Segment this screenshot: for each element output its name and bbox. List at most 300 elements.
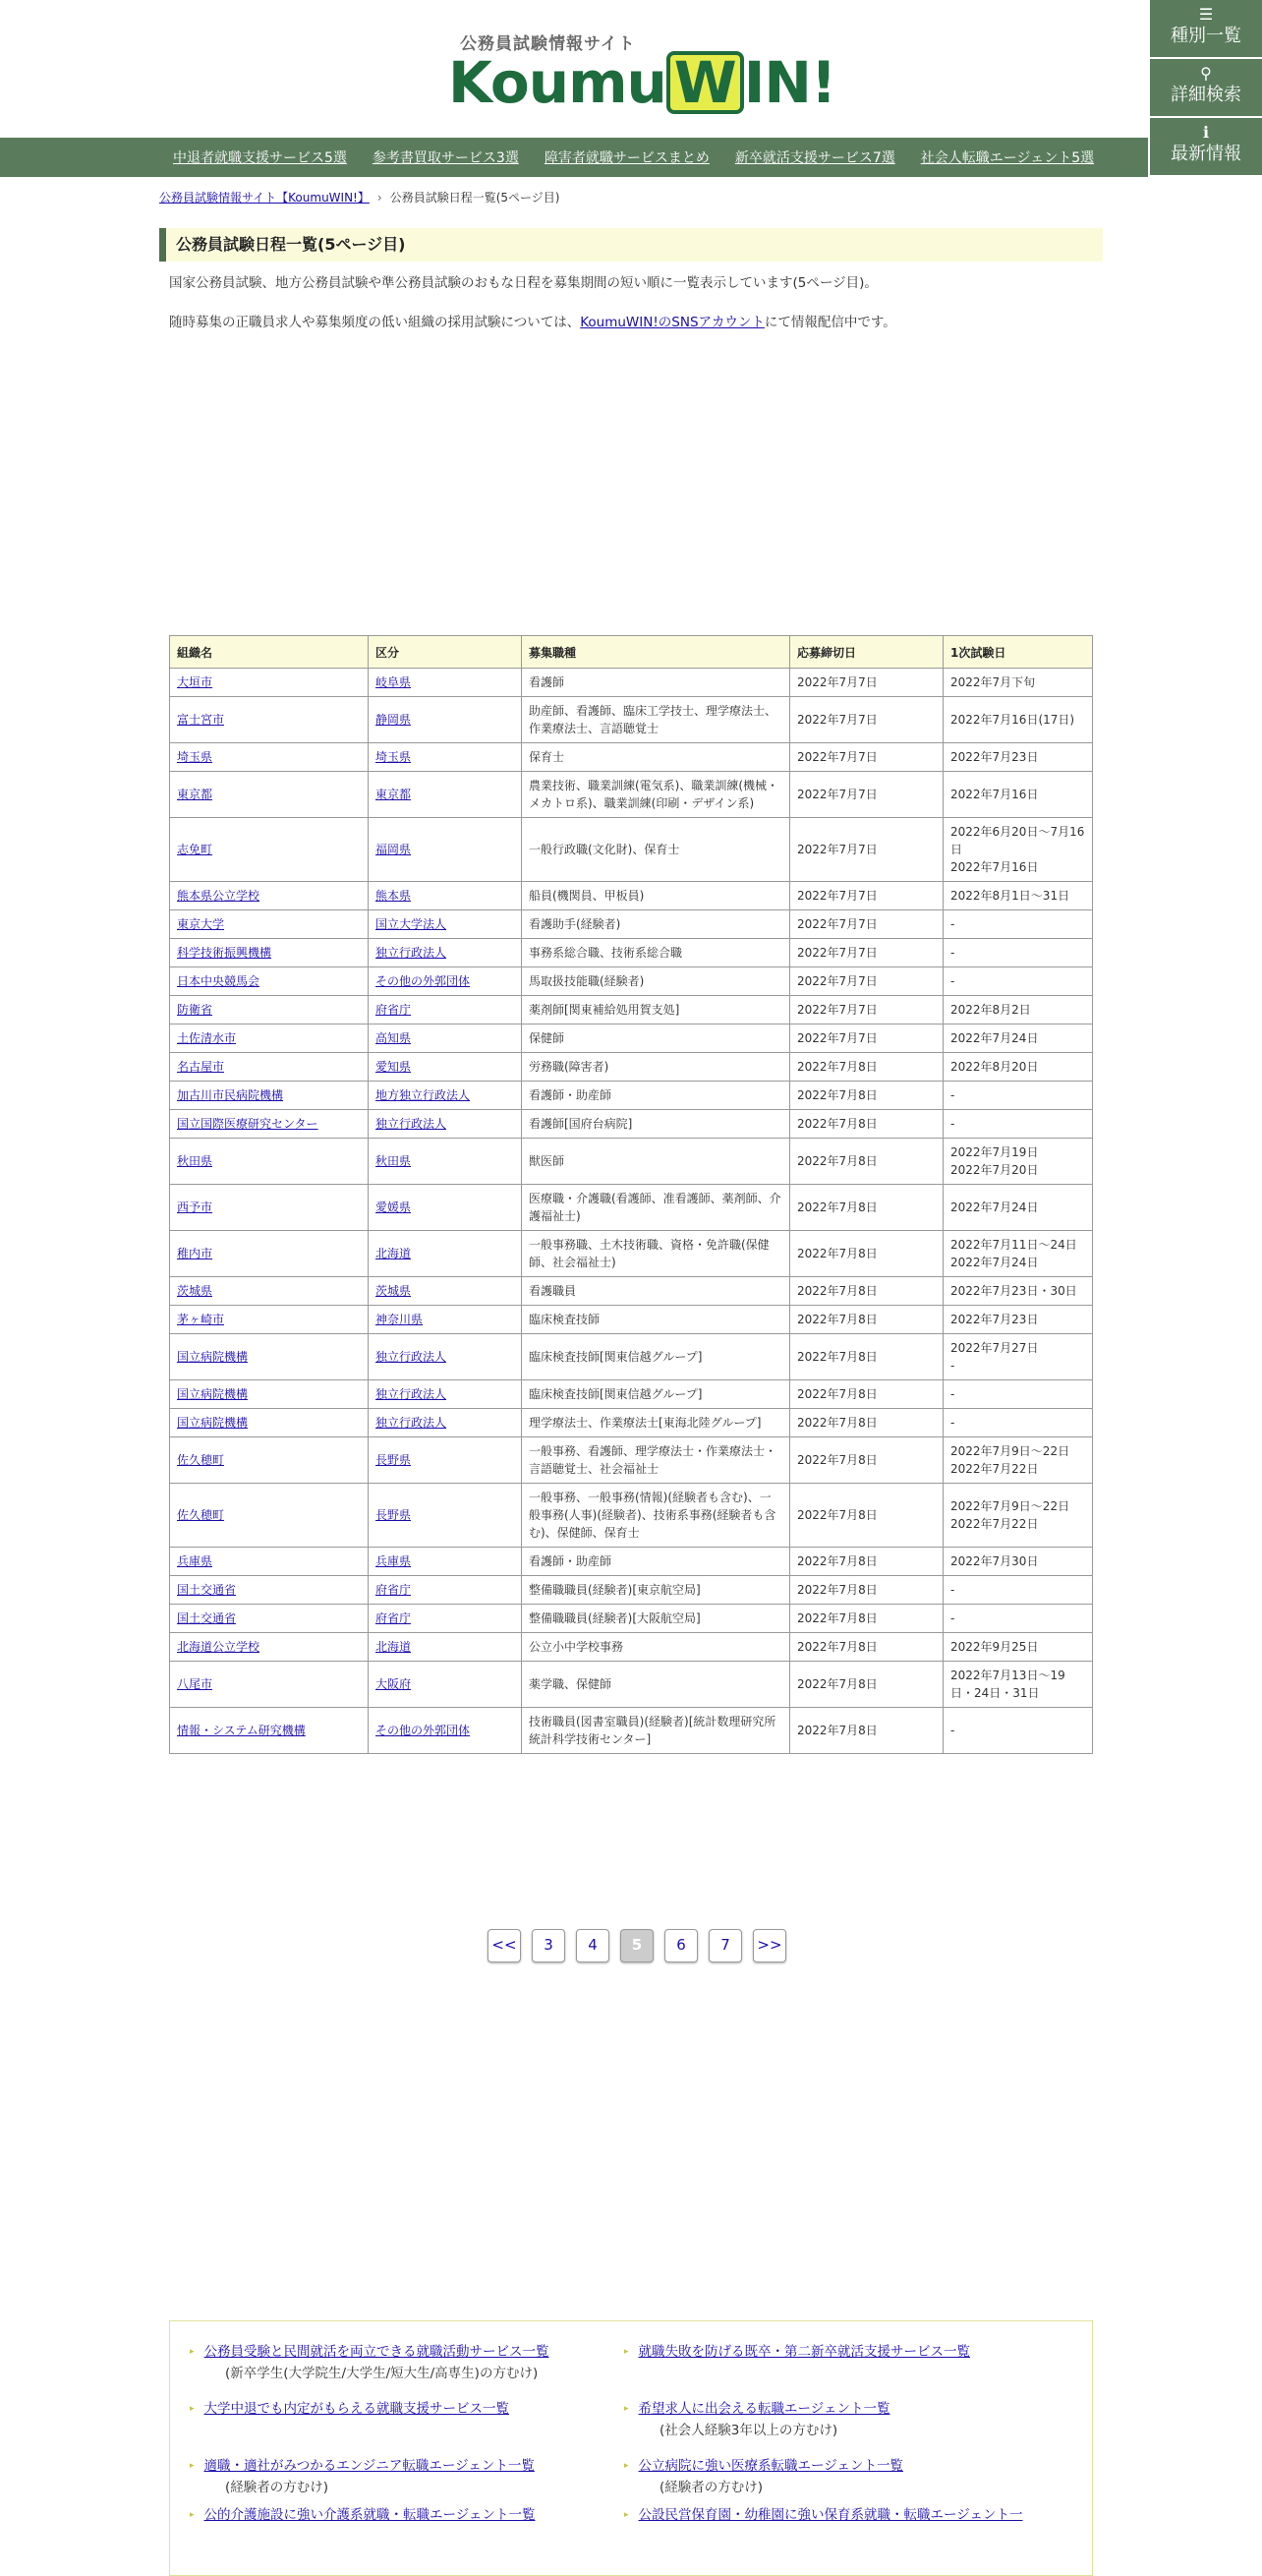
related-link[interactable]: 就職失敗を防げる既卒・第二新卒就活支援サービス一覧 [638, 2344, 971, 2360]
org-cell-link[interactable]: 加古川市民病院機構 [177, 1088, 284, 1102]
table-row [170, 1053, 1093, 1082]
category-cell-link[interactable]: 独立行政法人 [375, 1350, 447, 1364]
job-cell: 臨床検査技師[関東信越グループ] [522, 1380, 790, 1409]
pager-page-4[interactable]: 4 [576, 1929, 609, 1962]
related-link[interactable]: 公設民営保育園・幼稚園に強い保育系就職・転職エージェント一 [638, 2507, 1023, 2523]
breadcrumb-home[interactable]: 公務員試験情報サイト【KoumuWIN!】 [159, 191, 370, 205]
deadline-cell: 2022年7月8日 [790, 1334, 944, 1380]
pager-last[interactable]: >> [753, 1929, 786, 1962]
page-title: 公務員試験日程一覧(5ページ目) [159, 228, 1103, 262]
detailed-search-button[interactable] [1148, 59, 1262, 118]
deadline-cell: 2022年7月8日 [790, 1409, 944, 1437]
org-cell-link[interactable]: 西予市 [177, 1200, 213, 1214]
table-row [170, 882, 1093, 910]
category-cell[interactable] [369, 1139, 522, 1185]
org-cell[interactable] [170, 1633, 369, 1662]
org-cell-link[interactable]: 大垣市 [177, 675, 213, 689]
logo-wordmark-suffix: IN! [743, 49, 836, 116]
deadline-cell: 2022年7月7日 [790, 910, 944, 939]
detailed-search-label: 詳細検索 [1171, 85, 1241, 105]
job-cell: 一般行政職(文化財)、保育士 [522, 818, 790, 882]
org-cell[interactable] [170, 743, 369, 772]
related-link-note: (社会人経験3年以上の方むけ) [660, 2423, 838, 2438]
exam-date-cell: - [944, 1605, 1093, 1633]
table-row [170, 1185, 1093, 1231]
exam-schedule-table [169, 635, 1093, 1754]
related-link-item [624, 2504, 1023, 2526]
table-row [170, 967, 1093, 996]
category-cell[interactable] [369, 1306, 522, 1334]
job-cell: 看護師 [522, 669, 790, 697]
col-header-job: 募集職種 [522, 636, 790, 669]
org-cell[interactable] [170, 910, 369, 939]
category-cell[interactable] [369, 1053, 522, 1082]
org-cell[interactable] [170, 1306, 369, 1334]
category-cell[interactable] [369, 910, 522, 939]
org-cell-link[interactable]: 北海道公立学校 [177, 1640, 260, 1654]
category-cell-link[interactable]: 北海道 [375, 1640, 412, 1654]
category-cell[interactable] [369, 1277, 522, 1306]
job-cell: 技術職員(図書室職員)(経験者)[統計数理研究所統計科学技術センター] [522, 1708, 790, 1754]
exam-date-cell: 2022年7月19日 2022年7月20日 [944, 1139, 1093, 1185]
category-cell[interactable] [369, 939, 522, 967]
exam-date-cell: - [944, 967, 1093, 996]
org-cell[interactable] [170, 1662, 369, 1708]
deadline-cell: 2022年7月7日 [790, 697, 944, 743]
related-link[interactable]: 大学中退でも内定がもらえる就職支援サービス一覧 [203, 2401, 510, 2417]
org-cell-link[interactable]: 秋田県 [177, 1154, 213, 1168]
org-cell[interactable] [170, 882, 369, 910]
bullet-triangle-icon: ▸ [190, 2404, 195, 2414]
table-row [170, 939, 1093, 967]
related-link[interactable]: 公立病院に強い医療系転職エージェント一覧 [638, 2458, 903, 2474]
deadline-cell: 2022年7月8日 [790, 1662, 944, 1708]
sns-account-link[interactable]: KoumuWIN!のSNSアカウント [580, 315, 765, 330]
deadline-cell: 2022年7月7日 [790, 818, 944, 882]
category-cell-link[interactable]: 岐阜県 [375, 675, 412, 689]
deadline-cell: 2022年7月8日 [790, 1082, 944, 1110]
deadline-cell: 2022年7月8日 [790, 1185, 944, 1231]
nav-link-newgrad[interactable]: 新卒就活支援サービス7選 [734, 150, 895, 166]
table-row [170, 669, 1093, 697]
nav-link-dropout[interactable]: 中退者就職支援サービス5選 [173, 150, 347, 166]
table-row [170, 1110, 1093, 1139]
nav-link-career[interactable]: 社会人転職エージェント5選 [920, 150, 1095, 166]
org-cell[interactable] [170, 697, 369, 743]
job-cell: 整備職職員(経験者)[大阪航空局] [522, 1605, 790, 1633]
job-cell: 保健師 [522, 1025, 790, 1053]
category-cell-link[interactable]: 静岡県 [375, 713, 412, 727]
category-cell-link[interactable]: 愛知県 [375, 1060, 412, 1074]
table-row [170, 1409, 1093, 1437]
category-cell-link[interactable]: 愛媛県 [375, 1200, 412, 1214]
related-link-item [190, 2398, 509, 2420]
bullet-triangle-icon: ▸ [190, 2461, 195, 2471]
global-nav [0, 138, 1262, 177]
category-cell-link[interactable]: 長野県 [375, 1508, 412, 1522]
org-cell[interactable] [170, 1334, 369, 1380]
job-cell: 農業技術、職業訓練(電気系)、職業訓練(機械・メカトロ系)、職業訓練(印刷・デザイン系) [522, 772, 790, 818]
col-header-category: 区分 [369, 636, 522, 669]
category-cell[interactable] [369, 967, 522, 996]
category-cell[interactable] [369, 1025, 522, 1053]
table-row [170, 1548, 1093, 1576]
related-link[interactable]: 公務員受験と民間就活を両立できる就職活動サービス一覧 [203, 2344, 549, 2360]
job-cell: 整備職職員(経験者)[東京航空局] [522, 1576, 790, 1605]
table-body [170, 669, 1093, 1754]
exam-date-cell: - [944, 1380, 1093, 1409]
org-cell[interactable] [170, 1053, 369, 1082]
table-row [170, 818, 1093, 882]
category-cell[interactable] [369, 743, 522, 772]
deadline-cell: 2022年7月8日 [790, 1548, 944, 1576]
related-link[interactable]: 適職・適社がみつかるエンジニア転職エージェント一覧 [203, 2458, 535, 2474]
org-cell-link[interactable]: 国土交通省 [177, 1611, 237, 1625]
bullet-triangle-icon: ▸ [624, 2404, 629, 2414]
bullet-triangle-icon: ▸ [624, 2461, 629, 2471]
deadline-cell: 2022年7月8日 [790, 1053, 944, 1082]
job-cell: 獣医師 [522, 1139, 790, 1185]
table-row [170, 1576, 1093, 1605]
pagination [488, 1929, 797, 1962]
category-cell[interactable] [369, 1231, 522, 1277]
related-link-item [624, 2341, 970, 2363]
org-cell-link[interactable]: 埼玉県 [177, 750, 213, 764]
table-row [170, 1231, 1093, 1277]
table-row [170, 743, 1093, 772]
job-cell: 一般事務、一般事務(情報)(経験者も含む)、一般事務(人事)(経験者)、技術系事務(経験者も含む)、保健師、保育士 [522, 1484, 790, 1548]
deadline-cell: 2022年7月8日 [790, 1380, 944, 1409]
col-header-deadline: 応募締切日 [790, 636, 944, 669]
exam-date-cell: 2022年7月13日～19日・24日・31日 [944, 1662, 1093, 1708]
breadcrumb-separator: › [376, 191, 382, 205]
org-cell-link[interactable]: 佐久穂町 [177, 1453, 225, 1467]
table-row [170, 1437, 1093, 1484]
exam-date-cell: - [944, 1576, 1093, 1605]
org-cell-link[interactable]: 防衛省 [177, 1003, 213, 1017]
category-cell[interactable] [369, 669, 522, 697]
org-cell-link[interactable]: 稚内市 [177, 1247, 213, 1260]
org-cell[interactable] [170, 1576, 369, 1605]
category-cell[interactable] [369, 1484, 522, 1548]
org-cell-link[interactable]: 東京大学 [177, 917, 225, 931]
latest-info-button[interactable] [1148, 118, 1262, 177]
category-cell-link[interactable]: 茨城県 [375, 1284, 412, 1298]
table-row [170, 697, 1093, 743]
exam-date-cell: - [944, 910, 1093, 939]
category-cell-link[interactable]: 国立大学法人 [375, 917, 447, 931]
breadcrumb-current: 公務員試験日程一覧(5ページ目) [389, 191, 560, 205]
category-cell-link[interactable]: 大阪府 [375, 1677, 412, 1691]
related-link-note: (新卒学生(大学院生/大学生/短大生/高専生)の方むけ) [225, 2366, 539, 2381]
job-cell: 一般事務、看護師、理学療法士・作業療法士・言語聴覚士、社会福祉士 [522, 1437, 790, 1484]
job-cell: 保育士 [522, 743, 790, 772]
info-icon: ℹ [1202, 123, 1210, 142]
exam-date-cell: 2022年7月9日～22日 2022年7月22日 [944, 1437, 1093, 1484]
category-cell-link[interactable]: 独立行政法人 [375, 946, 447, 960]
category-cell[interactable] [369, 1437, 522, 1484]
category-cell-link[interactable]: 秋田県 [375, 1154, 412, 1168]
category-cell-link[interactable]: 府省庁 [375, 1583, 412, 1597]
exam-date-cell: - [944, 1409, 1093, 1437]
related-link-item [624, 2398, 890, 2441]
category-cell-link[interactable]: 埼玉県 [375, 750, 412, 764]
org-cell-link[interactable]: 国立病院機構 [177, 1387, 249, 1401]
intro-paragraph-1: 国家公務員試験、地方公務員試験や準公務員試験のおもな日程を募集期間の短い順に一覧表示しています(5ページ目)。 [169, 275, 878, 291]
exam-date-cell: 2022年7月24日 [944, 1185, 1093, 1231]
table-row [170, 1277, 1093, 1306]
deadline-cell: 2022年7月8日 [790, 1306, 944, 1334]
job-cell: 事務系総合職、技術系総合職 [522, 939, 790, 967]
exam-date-cell: 2022年7月16日(17日) [944, 697, 1093, 743]
deadline-cell: 2022年7月8日 [790, 1633, 944, 1662]
exam-date-cell: 2022年7月23日 [944, 1306, 1093, 1334]
category-cell[interactable] [369, 1576, 522, 1605]
org-cell[interactable] [170, 1139, 369, 1185]
deadline-cell: 2022年7月8日 [790, 1231, 944, 1277]
org-cell-link[interactable]: 茨城県 [177, 1284, 213, 1298]
site-header [0, 0, 1262, 138]
org-cell[interactable] [170, 1484, 369, 1548]
related-link-item [190, 2455, 535, 2498]
nav-link-disability[interactable]: 障害者就職サービスまとめ [544, 150, 710, 166]
job-cell: 看護職員 [522, 1277, 790, 1306]
org-cell[interactable] [170, 818, 369, 882]
exam-date-cell: 2022年9月25日 [944, 1633, 1093, 1662]
related-link[interactable]: 希望求人に出会える転職エージェント一覧 [638, 2401, 890, 2417]
category-cell[interactable] [369, 882, 522, 910]
org-cell[interactable] [170, 1708, 369, 1754]
deadline-cell: 2022年7月7日 [790, 669, 944, 697]
category-cell-link[interactable]: 独立行政法人 [375, 1387, 447, 1401]
org-cell-link[interactable]: 八尾市 [177, 1677, 213, 1691]
org-cell[interactable] [170, 1437, 369, 1484]
org-cell[interactable] [170, 967, 369, 996]
nav-link-books[interactable]: 参考書買取サービス3選 [372, 150, 519, 166]
exam-date-cell: 2022年6月20日〜7月16日 2022年7月16日 [944, 818, 1093, 882]
org-cell-link[interactable]: 熊本県公立学校 [177, 889, 260, 903]
category-cell-link[interactable]: 独立行政法人 [375, 1416, 447, 1430]
job-cell: 公立小中学校事務 [522, 1633, 790, 1662]
deadline-cell: 2022年7月8日 [790, 1139, 944, 1185]
latest-info-label: 最新情報 [1171, 144, 1241, 164]
bullet-triangle-icon: ▸ [624, 2347, 629, 2357]
col-header-exam-date: 1次試験日 [944, 636, 1093, 669]
logo-wordmark-prefix: Koumu [448, 49, 666, 116]
logo-wordmark-w: W [666, 51, 744, 114]
breadcrumb [159, 189, 559, 205]
menu-icon: ☰ [1198, 5, 1214, 24]
category-cell-link[interactable]: 府省庁 [375, 1003, 412, 1017]
org-cell-link[interactable]: 東京都 [177, 788, 213, 801]
related-links-box [169, 2320, 1093, 2576]
exam-date-cell: 2022年8月2日 [944, 996, 1093, 1025]
bullet-triangle-icon: ▸ [190, 2347, 195, 2357]
exam-date-cell: 2022年8月1日～31日 [944, 882, 1093, 910]
related-link-item [190, 2341, 549, 2384]
table-row [170, 1380, 1093, 1409]
table-row [170, 1082, 1093, 1110]
org-cell-link[interactable]: 志免町 [177, 843, 213, 856]
exam-date-cell: 2022年7月16日 [944, 772, 1093, 818]
org-cell-link[interactable]: 科学技術振興機構 [177, 946, 272, 960]
exam-date-cell: 2022年7月23日 [944, 743, 1093, 772]
table-row [170, 1662, 1093, 1708]
job-cell: 理学療法士、作業療法士[東海北陸グループ] [522, 1409, 790, 1437]
category-cell-link[interactable]: その他の外郭団体 [375, 1724, 471, 1737]
org-cell-link[interactable]: 茅ヶ崎市 [177, 1313, 225, 1326]
org-cell-link[interactable]: 国立病院機構 [177, 1416, 249, 1430]
related-link-note: (経験者の方むけ) [660, 2480, 764, 2495]
org-cell-link[interactable]: 富士宮市 [177, 713, 225, 727]
category-cell[interactable] [369, 1548, 522, 1576]
org-cell[interactable] [170, 996, 369, 1025]
exam-date-cell: 2022年7月24日 [944, 1025, 1093, 1053]
category-cell[interactable] [369, 1334, 522, 1380]
category-cell[interactable] [369, 697, 522, 743]
exam-date-cell: 2022年7月下旬 [944, 669, 1093, 697]
deadline-cell: 2022年7月8日 [790, 1708, 944, 1754]
exam-date-cell: 2022年7月9日～22日 2022年7月22日 [944, 1484, 1093, 1548]
job-cell: 馬取扱技能職(経験者) [522, 967, 790, 996]
deadline-cell: 2022年7月8日 [790, 1437, 944, 1484]
category-cell[interactable] [369, 1380, 522, 1409]
category-cell-link[interactable]: その他の外郭団体 [375, 974, 471, 988]
table-row [170, 1025, 1093, 1053]
table-row [170, 1633, 1093, 1662]
category-cell-link[interactable]: 高知県 [375, 1031, 412, 1045]
org-cell[interactable] [170, 1082, 369, 1110]
org-cell-link[interactable]: 国土交通省 [177, 1583, 237, 1597]
category-cell[interactable] [369, 1082, 522, 1110]
category-cell[interactable] [369, 996, 522, 1025]
exam-date-cell: 2022年8月20日 [944, 1053, 1093, 1082]
category-cell-link[interactable]: 北海道 [375, 1247, 412, 1260]
job-cell: 臨床検査技師 [522, 1306, 790, 1334]
deadline-cell: 2022年7月8日 [790, 1110, 944, 1139]
exam-date-cell: - [944, 939, 1093, 967]
org-cell[interactable] [170, 1605, 369, 1633]
intro-text [169, 271, 896, 350]
pager-page-6[interactable]: 6 [664, 1929, 698, 1962]
job-cell: 薬剤師[関東補給処用賀支処] [522, 996, 790, 1025]
category-cell-link[interactable]: 地方独立行政法人 [375, 1088, 471, 1102]
intro-p2-suffix: にて情報配信中です。 [764, 315, 896, 330]
category-cell-link[interactable]: 福岡県 [375, 843, 412, 856]
site-logo[interactable] [448, 28, 836, 118]
org-cell[interactable] [170, 1277, 369, 1306]
category-cell[interactable] [369, 1605, 522, 1633]
table-row [170, 1484, 1093, 1548]
deadline-cell: 2022年7月8日 [790, 1277, 944, 1306]
category-cell-link[interactable]: 長野県 [375, 1453, 412, 1467]
category-cell[interactable] [369, 1110, 522, 1139]
org-cell-link[interactable]: 佐久穂町 [177, 1508, 225, 1522]
org-cell[interactable] [170, 1548, 369, 1576]
table-row [170, 1708, 1093, 1754]
category-cell-link[interactable]: 兵庫県 [375, 1554, 412, 1568]
related-link-note: (経験者の方むけ) [225, 2480, 329, 2495]
category-cell[interactable] [369, 1662, 522, 1708]
org-cell[interactable] [170, 1025, 369, 1053]
category-cell[interactable] [369, 1409, 522, 1437]
org-cell-link[interactable]: 名古屋市 [177, 1060, 225, 1074]
category-cell[interactable] [369, 1633, 522, 1662]
org-cell[interactable] [170, 669, 369, 697]
org-cell[interactable] [170, 1185, 369, 1231]
table-header-row [170, 636, 1093, 669]
org-cell-link[interactable]: 土佐清水市 [177, 1031, 237, 1045]
job-cell: 医療職・介護職(看護師、准看護師、薬剤師、介護福祉士) [522, 1185, 790, 1231]
category-list-label: 種別一覧 [1171, 26, 1241, 46]
pager-page-7[interactable]: 7 [709, 1929, 742, 1962]
job-cell: 看護師・助産師 [522, 1082, 790, 1110]
category-cell[interactable] [369, 1185, 522, 1231]
deadline-cell: 2022年7月8日 [790, 1484, 944, 1548]
org-cell-link[interactable]: 情報・システム研究機構 [177, 1724, 306, 1737]
category-cell[interactable] [369, 1708, 522, 1754]
exam-date-cell: - [944, 1708, 1093, 1754]
org-cell[interactable] [170, 1110, 369, 1139]
category-cell[interactable] [369, 772, 522, 818]
category-cell-link[interactable]: 東京都 [375, 788, 412, 801]
pager-page-5[interactable]: 5 [620, 1929, 654, 1962]
category-cell-link[interactable]: 神奈川県 [375, 1313, 424, 1326]
deadline-cell: 2022年7月7日 [790, 1025, 944, 1053]
exam-date-cell: - [944, 1110, 1093, 1139]
org-cell[interactable] [170, 1231, 369, 1277]
side-menu [1148, 0, 1262, 177]
table-row [170, 1334, 1093, 1380]
logo-wordmark [448, 51, 835, 114]
category-cell[interactable] [369, 818, 522, 882]
intro-p2-prefix: 随時募集の正職員求人や募集頻度の低い組織の採用試験については、 [169, 315, 581, 330]
category-list-button[interactable] [1148, 0, 1262, 59]
table-row [170, 1306, 1093, 1334]
deadline-cell: 2022年7月7日 [790, 996, 944, 1025]
deadline-cell: 2022年7月7日 [790, 882, 944, 910]
exam-date-cell: 2022年7月27日 - [944, 1334, 1093, 1380]
job-cell: 助産師、看護師、臨床工学技士、理学療法士、作業療法士、言語聴覚士 [522, 697, 790, 743]
pager-page-3[interactable]: 3 [532, 1929, 565, 1962]
deadline-cell: 2022年7月8日 [790, 1576, 944, 1605]
bullet-triangle-icon: ▸ [190, 2510, 195, 2520]
org-cell[interactable] [170, 1409, 369, 1437]
exam-date-cell: - [944, 1082, 1093, 1110]
job-cell: 一般事務職、土木技術職、資格・免許職(保健師、社会福祉士) [522, 1231, 790, 1277]
exam-date-cell: 2022年7月11日～24日 2022年7月24日 [944, 1231, 1093, 1277]
org-cell[interactable] [170, 1380, 369, 1409]
org-cell[interactable] [170, 939, 369, 967]
job-cell: 船員(機関員、甲板員) [522, 882, 790, 910]
bullet-triangle-icon: ▸ [624, 2510, 629, 2520]
org-cell-link[interactable]: 国立国際医療研究センター [177, 1117, 318, 1131]
deadline-cell: 2022年7月7日 [790, 939, 944, 967]
org-cell-link[interactable]: 兵庫県 [177, 1554, 213, 1568]
job-cell: 看護師[国府台病院] [522, 1110, 790, 1139]
org-cell[interactable] [170, 772, 369, 818]
org-cell-link[interactable]: 日本中央競馬会 [177, 974, 260, 988]
job-cell: 薬学職、保健師 [522, 1662, 790, 1708]
category-cell-link[interactable]: 独立行政法人 [375, 1117, 447, 1131]
category-cell-link[interactable]: 府省庁 [375, 1611, 412, 1625]
col-header-org: 組織名 [170, 636, 369, 669]
pager-first[interactable]: << [488, 1929, 521, 1962]
org-cell-link[interactable]: 国立病院機構 [177, 1350, 249, 1364]
related-link[interactable]: 公的介護施設に強い介護系就職・転職エージェント一覧 [203, 2507, 536, 2523]
table-row [170, 996, 1093, 1025]
category-cell-link[interactable]: 熊本県 [375, 889, 412, 903]
